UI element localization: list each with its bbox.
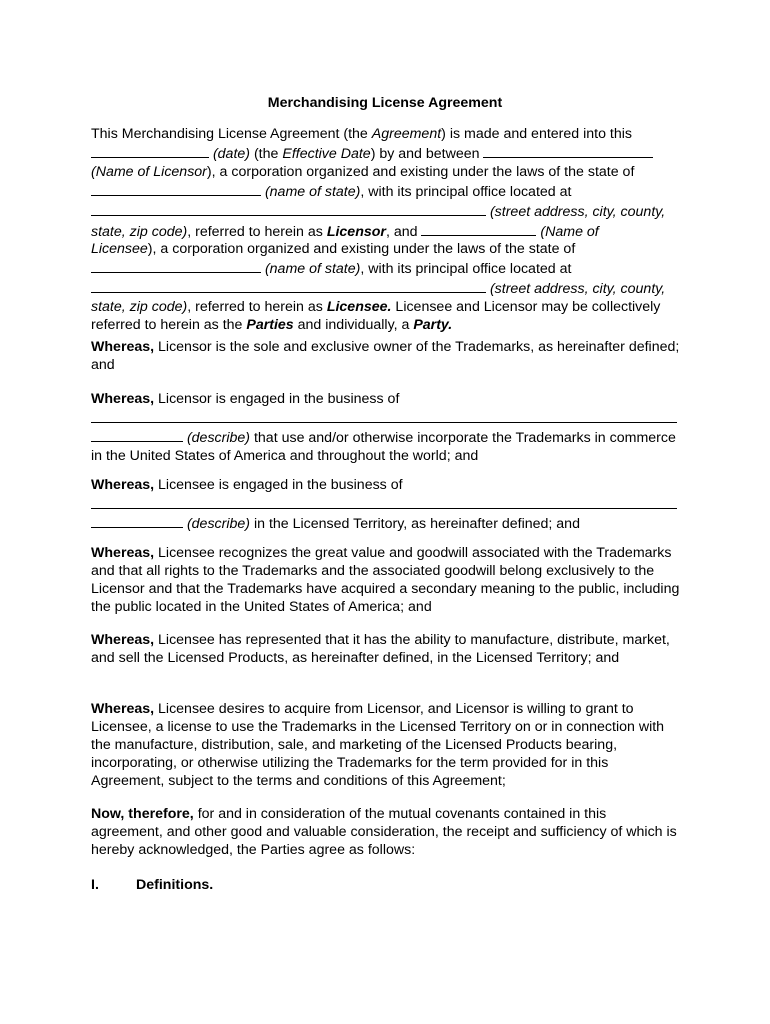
licensee-name-blank[interactable] <box>421 222 536 236</box>
whereas-label: Whereas, <box>91 545 155 561</box>
whereas-paragraph-5 <box>91 632 681 668</box>
licensor-name-blank[interactable] <box>483 144 653 158</box>
intro-text: ) by and between <box>370 145 484 162</box>
licensor-address-blank[interactable] <box>91 202 486 216</box>
intro-text: ), a corporation organized and existing under the laws of the state of <box>147 241 576 258</box>
intro-text: (Name of Licensor <box>91 163 207 180</box>
intro-text: Party. <box>413 317 453 334</box>
intro-text: , referred to herein as <box>187 223 327 240</box>
intro-text: and individually, a <box>293 317 414 334</box>
date-blank[interactable] <box>91 144 209 158</box>
intro-text: (name of state) <box>261 261 361 278</box>
intro-text: , referred to herein as <box>187 299 327 316</box>
licensee-address-blank[interactable] <box>91 279 486 293</box>
whereas-text: (describe) <box>183 429 251 446</box>
whereas-text: Licensee is engaged in the business of <box>154 477 403 493</box>
whereas-text: Licensor is engaged in the business of <box>154 391 400 407</box>
whereas-paragraph-4 <box>91 545 681 617</box>
intro-text: (date) <box>209 145 251 162</box>
whereas-paragraph-2 <box>91 391 681 466</box>
whereas-text: Licensee recognizes the great value and goodwill associated with the Trademarks and that all rights to the Trademarks and the associated goodwill belong exclusively to the Licensor and that the Trademarks have acquired a secondary meaning to the public, including the public located in the United States of America; and <box>91 545 680 615</box>
now-therefore-label: Now, therefore, <box>91 806 194 822</box>
intro-text: , with its principal office located at <box>360 261 572 278</box>
intro-text: Licensor <box>326 223 386 240</box>
section-title: Definitions. <box>136 877 214 893</box>
licensee-state-blank[interactable] <box>91 259 261 273</box>
intro-text: state, zip code) <box>91 223 188 240</box>
intro-text: Parties <box>246 317 294 334</box>
whereas-paragraph-1 <box>91 339 681 375</box>
intro-text: (name of state) <box>261 183 361 200</box>
document-title: Merchandising License Agreement <box>267 95 503 111</box>
whereas-paragraph-3 <box>91 477 681 534</box>
intro-text: (street address, city, county, <box>486 203 666 220</box>
intro-text: (street address, city, county, <box>486 281 666 298</box>
whereas-label: Whereas, <box>91 632 155 648</box>
whereas-text: Licensor is the sole and exclusive owner of the Trademarks, as hereinafter defined; and <box>91 339 680 373</box>
intro-text: Agreement <box>371 126 442 142</box>
intro-text: (the <box>250 145 283 162</box>
intro-text: , and <box>385 223 422 240</box>
licensor-business-blank-end[interactable] <box>91 428 183 442</box>
whereas-text: Licensee has represented that it has the ability to manufacture, distribute, market, and sell the Licensed Products, as hereinafter defined, in the Licensed Territory; and <box>91 632 670 666</box>
intro-text: (Name of <box>536 223 599 240</box>
licensee-business-blank-end[interactable] <box>91 514 183 528</box>
intro-text: Licensee <box>91 241 148 258</box>
intro-text: ) is made and entered into this <box>441 126 633 142</box>
whereas-label: Whereas, <box>91 391 155 407</box>
now-therefore-paragraph <box>91 806 681 860</box>
whereas-paragraph-6 <box>91 701 681 791</box>
licensee-business-blank[interactable] <box>91 495 677 509</box>
whereas-text: that use and/or otherwise incorporate the Trademarks in commerce in the United States of America and throughout the world; and <box>91 429 676 464</box>
intro-text: Effective Date <box>282 145 371 162</box>
now-therefore-text: for and in consideration of the mutual covenants contained in this agreement, and other good and valuable consideration, the receipt and sufficiency of which is hereby acknowledged, the Parties agree as follows: <box>91 806 677 858</box>
whereas-label: Whereas, <box>91 701 155 717</box>
intro-text: state, zip code) <box>91 299 188 316</box>
section-number: I. <box>91 877 99 893</box>
whereas-label: Whereas, <box>91 339 155 355</box>
whereas-label: Whereas, <box>91 477 155 493</box>
intro-paragraph <box>91 126 681 335</box>
whereas-text: in the Licensed Territory, as hereinafter defined; and <box>250 515 580 532</box>
intro-text: Licensee. <box>326 299 392 316</box>
licensor-state-blank[interactable] <box>91 182 261 196</box>
intro-text: , with its principal office located at <box>360 183 572 200</box>
intro-text: Licensee and Licensor may be collectively referred to herein as the <box>91 299 661 334</box>
whereas-text: (describe) <box>183 515 251 532</box>
whereas-text: Licensee desires to acquire from Licensor, and Licensor is willing to grant to Licensee, a license to use the Trademarks in the Licensed Territory on or in connection with the manufacture, distribution, sale, and marketing of the Licensed Products bearing, incorporating, or otherwise utilizing the Trademarks for the term provided for in this Agreement, subject to the terms and conditions of this Agreement; <box>91 701 665 789</box>
licensor-business-blank[interactable] <box>91 409 677 423</box>
section-heading <box>91 876 213 894</box>
intro-text: This Merchandising License Agreement (the <box>91 126 372 142</box>
intro-text: ), a corporation organized and existing under the laws of the state of <box>206 163 635 180</box>
